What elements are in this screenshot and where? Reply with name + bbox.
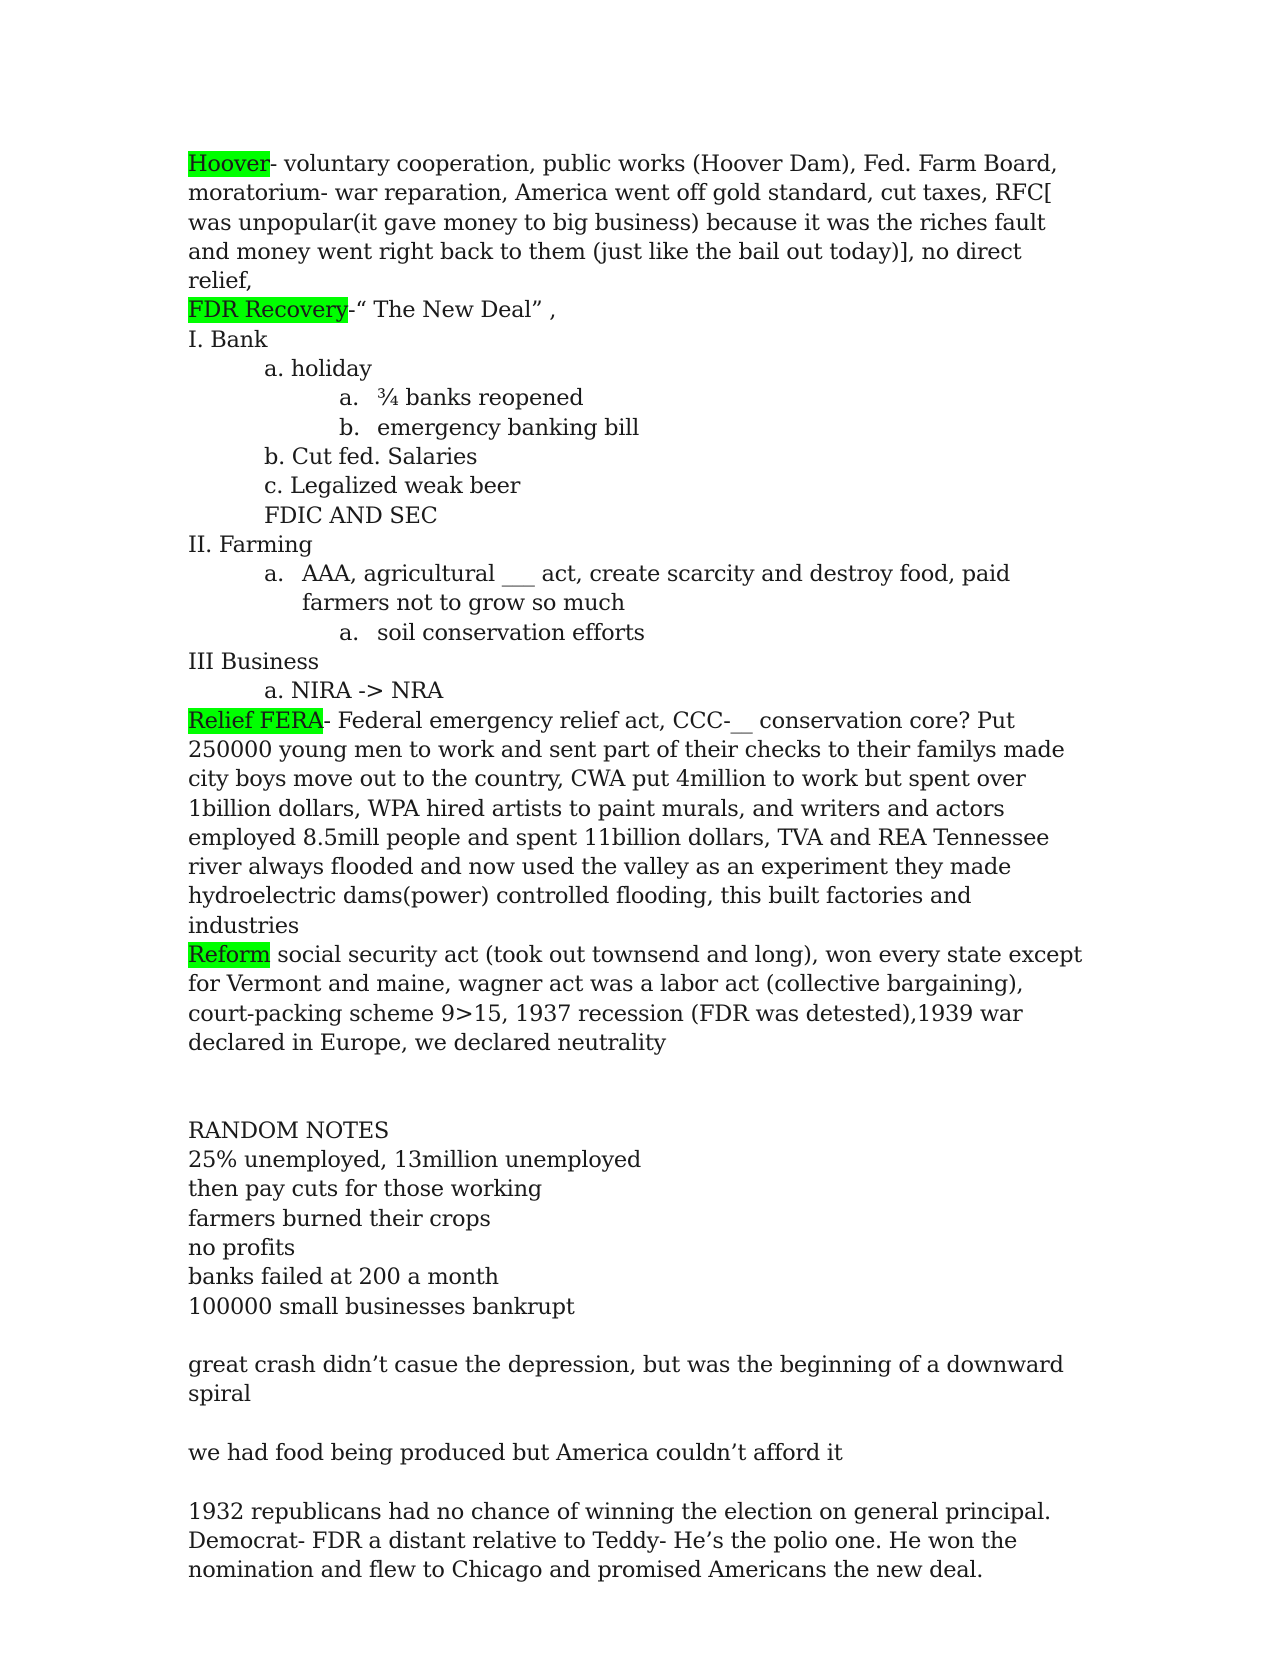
relief-text: - Federal emergency relief act, CCC-__ conservation core? Put 250000 young men to work and sent part of their checks to their familys made city boys move out to the country, CWA put 4million to work but spent over 1billion dollars, WPA hired artists to paint murals, and writers and actors employed 8.5mill people and spent 11billion dollars, TVA and REA Tennessee river always flooded and now used the valley as an experiment they made hydroelectric dams(power) controlled flooding, this built factories and industries — [188, 707, 1065, 939]
recovery-highlight: FDR Recovery — [188, 297, 349, 324]
farming-heading: II. Farming — [188, 531, 313, 558]
document-page — [188, 150, 1088, 1586]
random-note-line: 25% unemployed, 13million unemployed — [188, 1147, 642, 1174]
farming-sub-item — [188, 619, 1088, 648]
list-text: soil conservation efforts — [377, 619, 645, 646]
reform-paragraph — [188, 941, 1088, 1058]
list-marker: b. — [339, 414, 360, 441]
list-text: ¾ banks reopened — [377, 385, 584, 412]
bank-holiday: a. holiday — [264, 356, 372, 383]
bank-heading: I. Bank — [188, 326, 268, 353]
random-note-line: no profits — [188, 1234, 296, 1261]
list-marker: a. — [339, 385, 359, 412]
spacer — [188, 1322, 1088, 1351]
election-paragraph: 1932 republicans had no chance of winning the election on general principal. Democrat- FDR a distant relative to Teddy- He’s the polio one. He won the nomination and flew to Chicago and promised Americans the new deal. — [188, 1498, 1051, 1584]
farming-item — [188, 560, 1088, 619]
business-item: a. NIRA -> NRA — [264, 678, 443, 705]
bank-fdic: FDIC AND SEC — [264, 502, 438, 529]
list-text: AAA, agricultural ___ act, create scarcity and destroy food, paid farmers not to grow so much — [302, 561, 1011, 617]
bank-sub-item — [188, 384, 1088, 413]
random-note-line: 100000 small businesses bankrupt — [188, 1293, 575, 1320]
spacer — [188, 1410, 1088, 1439]
business-heading: III Business — [188, 649, 319, 676]
bank-salaries: b. Cut fed. Salaries — [264, 443, 478, 470]
recovery-line — [188, 296, 1088, 325]
food-paragraph: we had food being produced but America couldn’t afford it — [188, 1440, 843, 1467]
relief-paragraph — [188, 707, 1088, 941]
list-text: emergency banking bill — [377, 414, 639, 441]
random-notes-heading: RANDOM NOTES — [188, 1117, 389, 1144]
random-note-line: then pay cuts for those working — [188, 1176, 542, 1203]
bank-beer: c. Legalized weak beer — [264, 473, 521, 500]
random-note-line: farmers burned their crops — [188, 1205, 491, 1232]
reform-highlight: Reform — [188, 942, 271, 969]
relief-highlight: Relief FERA — [188, 707, 324, 734]
bank-sub-item — [188, 414, 1088, 443]
hoover-paragraph — [188, 150, 1088, 296]
reform-text: social security act (took out townsend and long), won every state except for Vermont and maine, wagner act was a labor act (collective bargaining), court-packing scheme 9>15, 1937 recession (FDR was detested),1939 war declared in Europe, we declared neutrality — [188, 942, 1082, 1056]
hoover-text: - voluntary cooperation, public works (Hoover Dam), Fed. Farm Board, moratorium- war reparation, America went off gold standard, cut taxes, RFC[ was unpopular(it gave money to big business) because it was the riches fault and money went right back to them (just like the bail out today)], no direct relief, — [188, 151, 1058, 295]
random-note-line: banks failed at 200 a month — [188, 1264, 499, 1291]
spacer — [188, 1468, 1088, 1497]
crash-paragraph: great crash didn’t casue the depression, but was the beginning of a downward spiral — [188, 1352, 1064, 1408]
list-marker: a. — [339, 619, 359, 646]
recovery-text: -“ The New Deal” , — [348, 297, 557, 324]
list-marker: a. — [264, 561, 284, 588]
spacer — [188, 1058, 1088, 1117]
hoover-highlight: Hoover — [188, 151, 270, 177]
